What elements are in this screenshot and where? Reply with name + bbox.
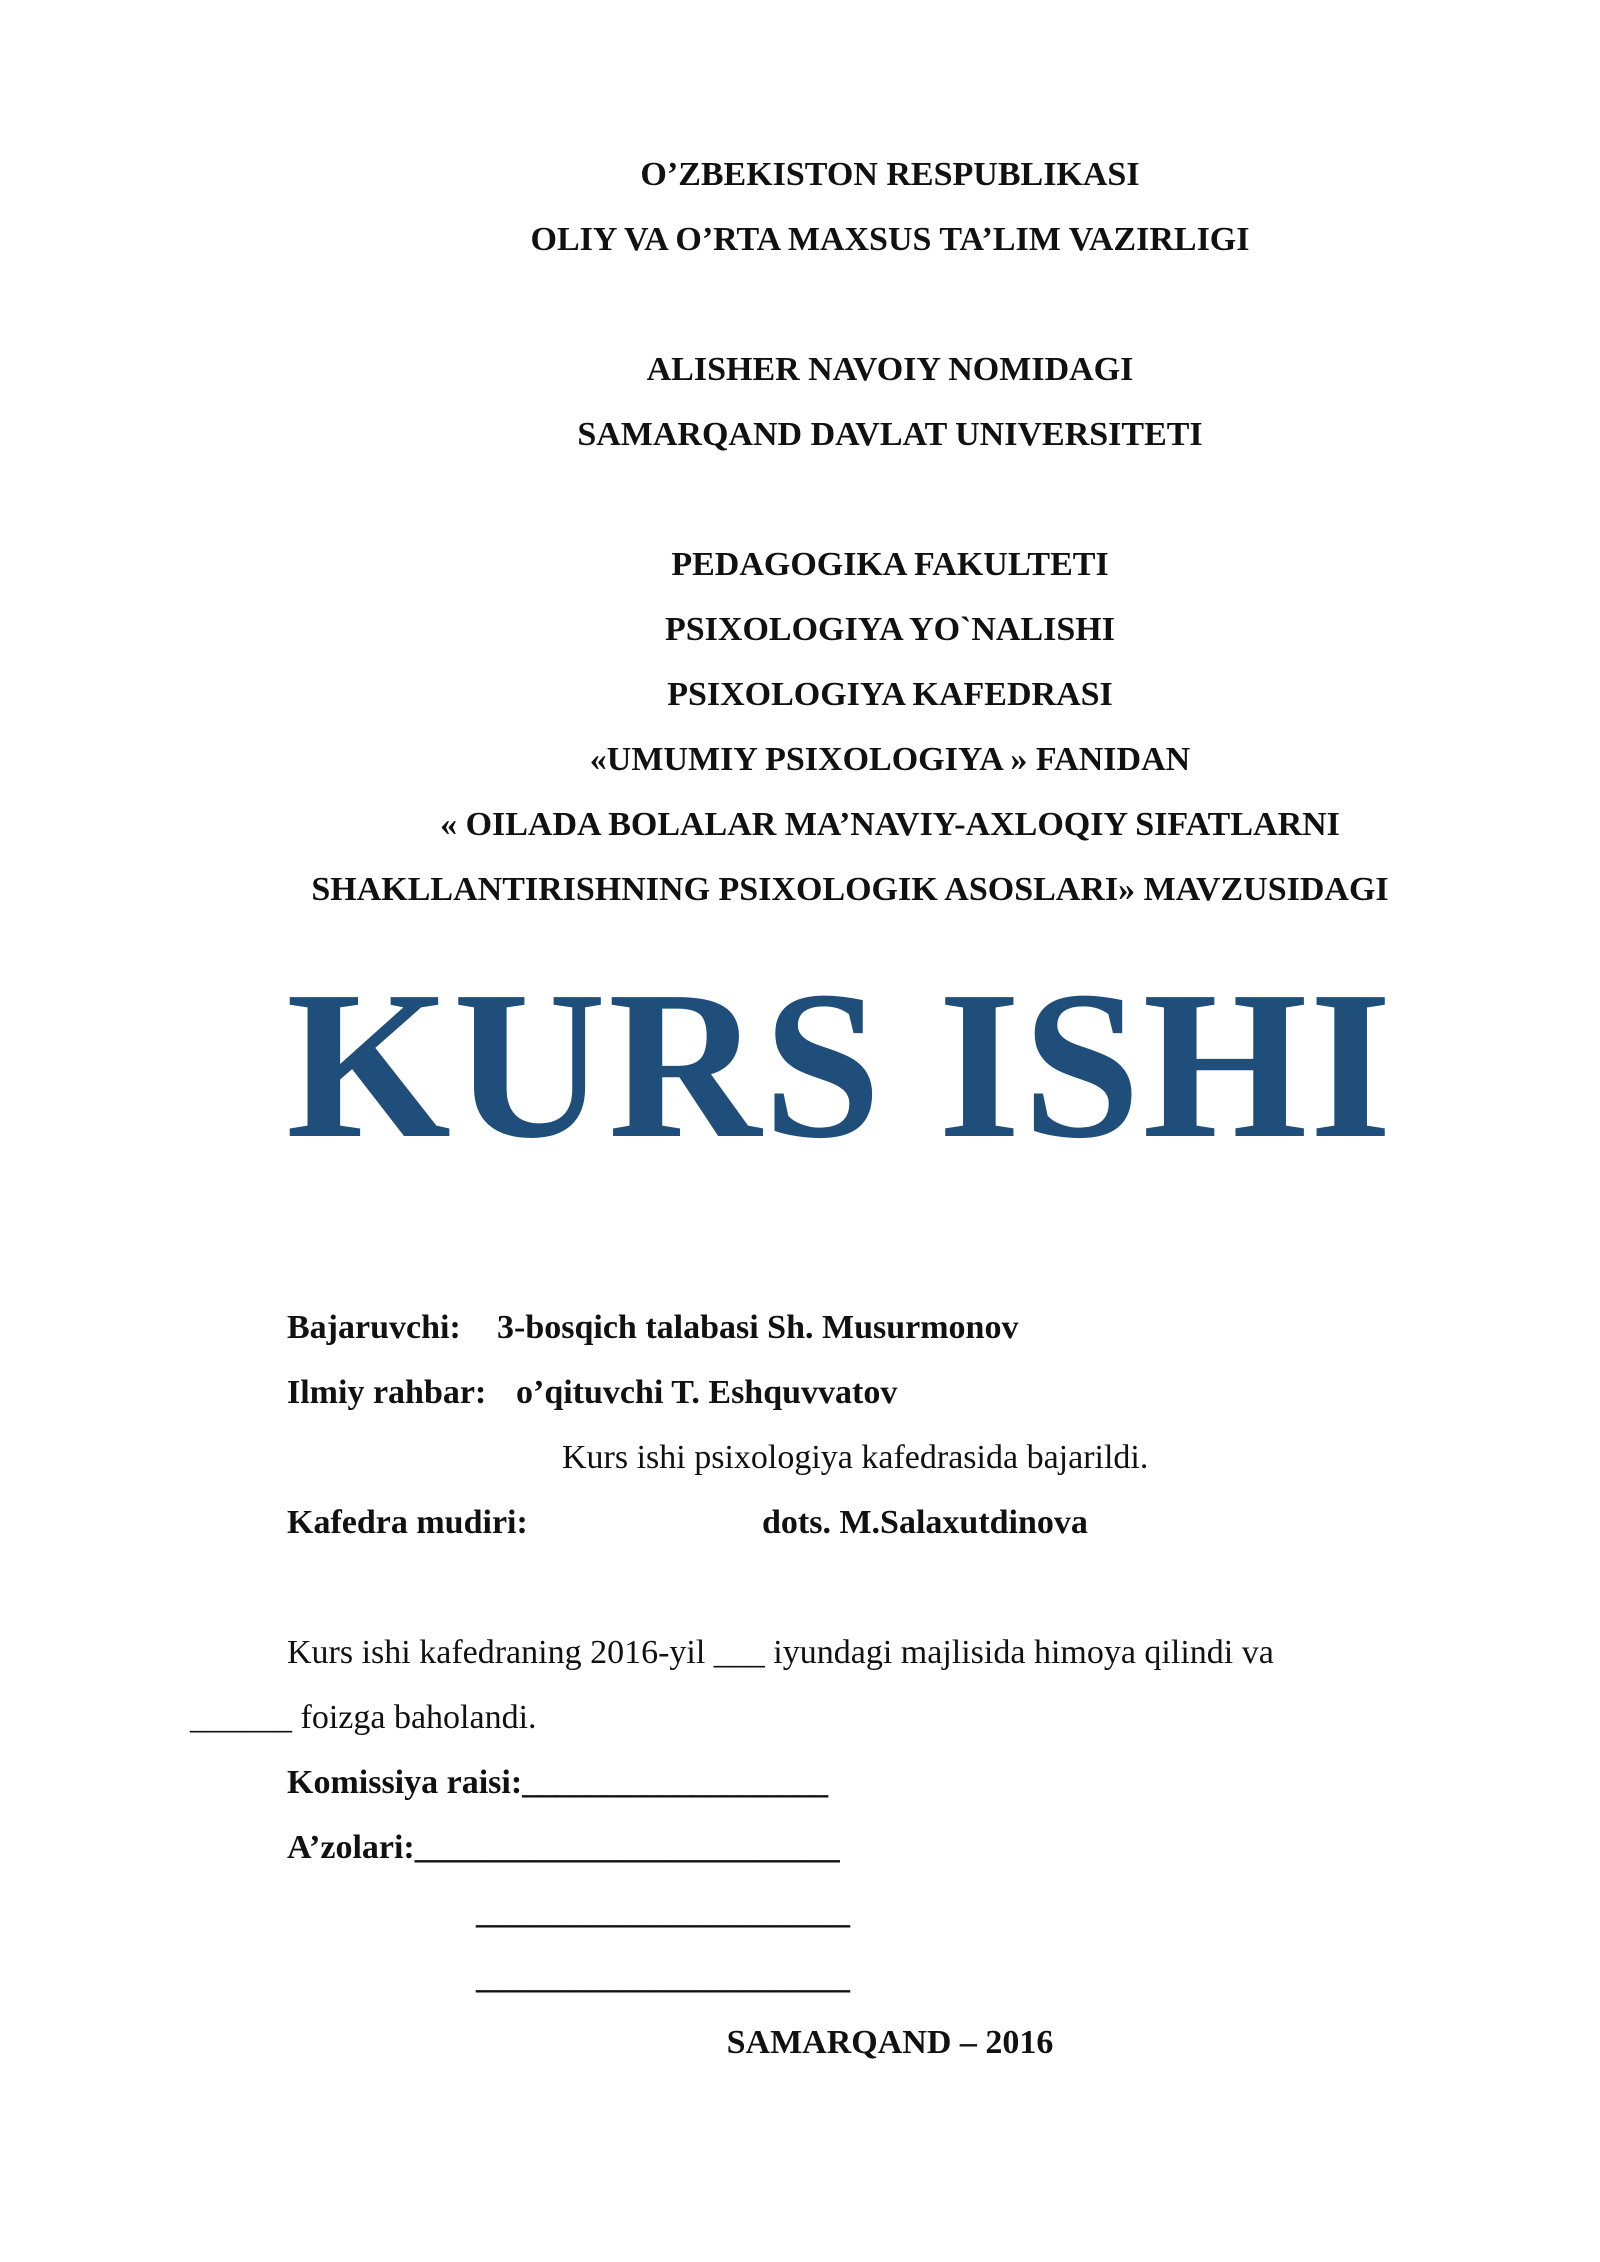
header-republic: O’ZBEKISTON RESPUBLIKASI [640, 156, 1140, 193]
executor-value: 3-bosqich talabasi Sh. Musurmonov [497, 1309, 1019, 1346]
header-department: PSIXOLOGIYA KAFEDRASI [667, 676, 1113, 713]
header-topic-line2: SHAKLLANTIRISHNING PSIXOLOGIK ASOSLARI» MAVZUSIDAGI [311, 871, 1389, 908]
commission-chair: Komissiya raisi:__________________ [287, 1764, 829, 1801]
member-signature-line-1: ______________________ [476, 1894, 850, 1931]
head-label: Kafedra mudiri: [287, 1504, 528, 1541]
header-ministry: OLIY VA O’RTA MAXSUS TA’LIM VAZIRLIGI [530, 221, 1250, 258]
executor-label: Bajaruvchi: [287, 1309, 461, 1346]
header-topic-line1: « OILADA BOLALAR MA’NAVIY-AXLOQIY SIFATLARNI [440, 806, 1340, 843]
member-signature-line-2: ______________________ [476, 1959, 850, 1996]
completed-note: Kurs ishi psixologiya kafedrasida bajarildi. [562, 1439, 1149, 1476]
header-subject: «UMUMIY PSIXOLOGIYA » FANIDAN [589, 741, 1191, 778]
header-university-line2: SAMARQAND DAVLAT UNIVERSITETI [577, 416, 1203, 453]
supervisor-label: Ilmiy rahbar: [287, 1374, 487, 1411]
header-university-line1: ALISHER NAVOIY NOMIDAGI [646, 351, 1134, 388]
defense-line1: Kurs ishi kafedraning 2016-yil ___ iyundagi majlisida himoya qilindi va [287, 1634, 1274, 1671]
footer-place-year: SAMARQAND – 2016 [726, 2024, 1054, 2061]
defense-line2: ______ foizga baholandi. [190, 1699, 537, 1736]
header-direction: PSIXOLOGIYA YO`NALISHI [665, 611, 1115, 648]
supervisor-value: o’qituvchi T. Eshquvvatov [516, 1374, 898, 1411]
head-value: dots. M.Salaxutdinova [762, 1504, 1088, 1541]
commission-members: A’zolari:_________________________ [287, 1829, 840, 1866]
document-title: KURS ISHI [286, 947, 1394, 1182]
header-faculty: PEDAGOGIKA FAKULTETI [671, 546, 1109, 583]
